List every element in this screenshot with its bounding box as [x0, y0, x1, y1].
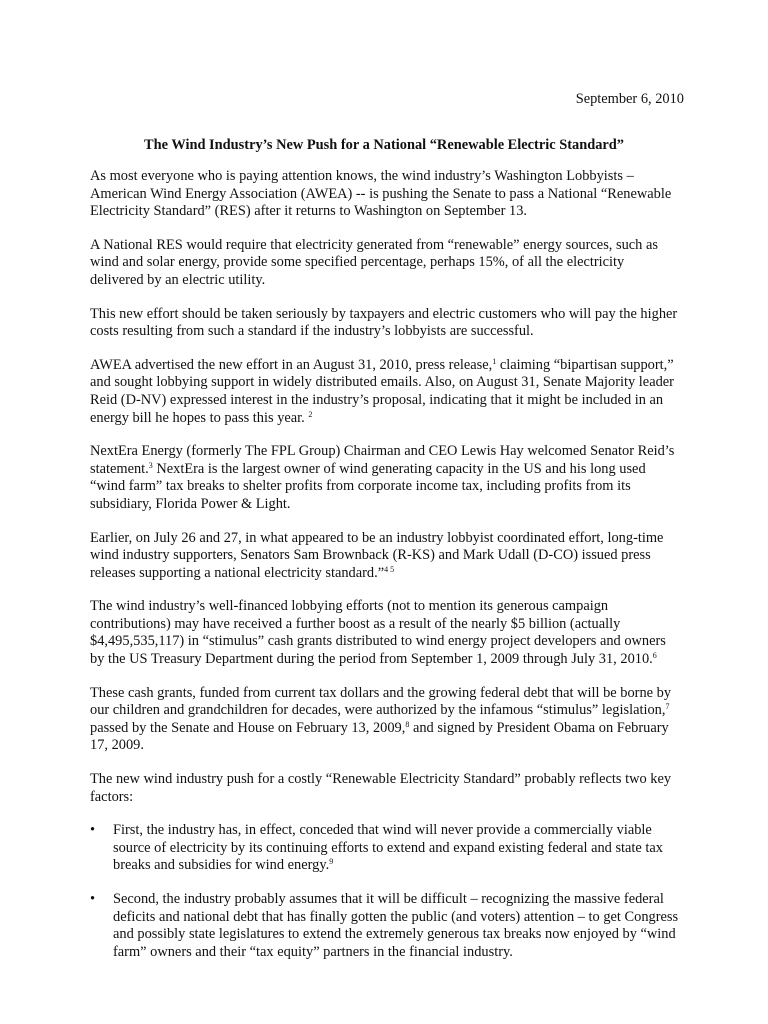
text-run: passed by the Senate and House on February 13, 2009,	[90, 719, 406, 736]
document-title: The Wind Industry’s New Push for a National “Renewable Electric Standard”	[144, 137, 624, 153]
paragraph	[90, 530, 680, 583]
text-run: Earlier, on July 26 and 27, in what appeared to be an industry lobbyist coordinated effort, long-time wind industry supporters, Senators Sam Brownback (R-KS) and Mark Udall (D-CO) issued press releases supporting a national electricity standard.”	[90, 529, 664, 581]
bullet-icon: •	[90, 891, 96, 907]
text-run: First, the industry has, in effect, conceded that wind will never provide a commercially viable source of electricity by its continuing efforts to extend and expand existing federal and state tax breaks and subsidies for wind energy.	[113, 822, 663, 874]
text-run: NextEra Energy (formerly The FPL Group) Chairman and CEO Lewis Hay welcomed Senator Reid’s statement.	[90, 443, 675, 477]
text-run: and signed by President Obama on February 17, 2009.	[90, 719, 669, 754]
text-run: Second, the industry probably assumes that it will be difficult – recognizing the massive federal deficits and national debt that has finally gotten the public (and voters) attention – to get Congress and possibly state legislatures to extend the extremely generous tax breaks now enjoyed by “wind farm” owners and their “tax equity” partners in the financial industry.	[113, 891, 679, 960]
text-run: This new effort should be taken seriously by taxpayers and electric customers who will pay the higher costs resulting from such a standard if the industry’s lobbyists are successful.	[90, 305, 678, 340]
text-run: NextEra is the largest owner of wind generating capacity in the US and his long used “wind farm” tax breaks to shelter profits from corporate income tax, including profits from its subsidiary, Florida Power & Light.	[90, 460, 646, 512]
text-run: The wind industry’s well-financed lobbying efforts (not to mention its generous campaign contributions) may have received a further boost as a result of the nearly $5 billion (actually $4,495,535,117) in “stimulus” cash grants distributed to wind energy project developers and owners by the US Treasury Department during the period from September 1, 2009 through July 31, 2010.	[90, 598, 666, 668]
footnote-marker: 8	[405, 719, 410, 729]
text-run: AWEA advertised the new effort in an August 31, 2010, press release,	[90, 356, 493, 373]
paragraph	[90, 598, 680, 668]
paragraph	[90, 306, 680, 341]
paragraph	[90, 357, 680, 427]
text-run: A National RES would require that electricity generated from “renewable” energy sources, such as wind and solar energy, provide some specified percentage, perhaps 15%, of all the electricity delivered by an electric utility.	[90, 236, 658, 288]
paragraph	[90, 237, 680, 290]
footnote-marker: 4 5	[384, 564, 395, 574]
bullet-list	[90, 822, 680, 961]
footnote-marker: 9	[329, 857, 334, 867]
text-run: As most everyone who is paying attention knows, the wind industry’s Washington Lobbyists – American Wind Energy Association (AWEA) -- is pushing the Senate to pass a National “Renewable Electricity Standard” (RES) after it returns to Washington on September 13.	[90, 168, 672, 220]
bullet-item	[90, 822, 680, 875]
footnote-marker: 3	[148, 460, 153, 470]
bullet-item	[90, 891, 680, 961]
footnote-marker: 7	[665, 702, 670, 712]
footnote-marker: 2	[308, 409, 313, 419]
text-run: claiming “bipartisan support,” and sought lobbying support in widely distributed emails. Also, on August 31, Senate Majority leader Reid (D-NV) expressed interest in the industry’s proposal, indicating that it might be included in an energy bill he hopes to pass this year.	[90, 356, 674, 426]
footnote-marker: 1	[492, 356, 497, 366]
document-body	[90, 168, 680, 977]
bullet-icon: •	[90, 822, 96, 839]
paragraph-list	[90, 168, 680, 806]
paragraph	[90, 168, 680, 221]
paragraph	[90, 685, 680, 755]
paragraph	[90, 443, 680, 513]
text-run: The new wind industry push for a costly “Renewable Electricity Standard” probably reflects two key factors:	[90, 771, 672, 805]
paragraph	[90, 771, 680, 806]
document-date: September 6, 2010	[575, 91, 684, 107]
footnote-marker: 6	[652, 651, 657, 661]
text-run: These cash grants, funded from current tax dollars and the growing federal debt that will be borne by our children and grandchildren for decades, were authorized by the infamous “stimulus” legislation,	[90, 684, 672, 719]
